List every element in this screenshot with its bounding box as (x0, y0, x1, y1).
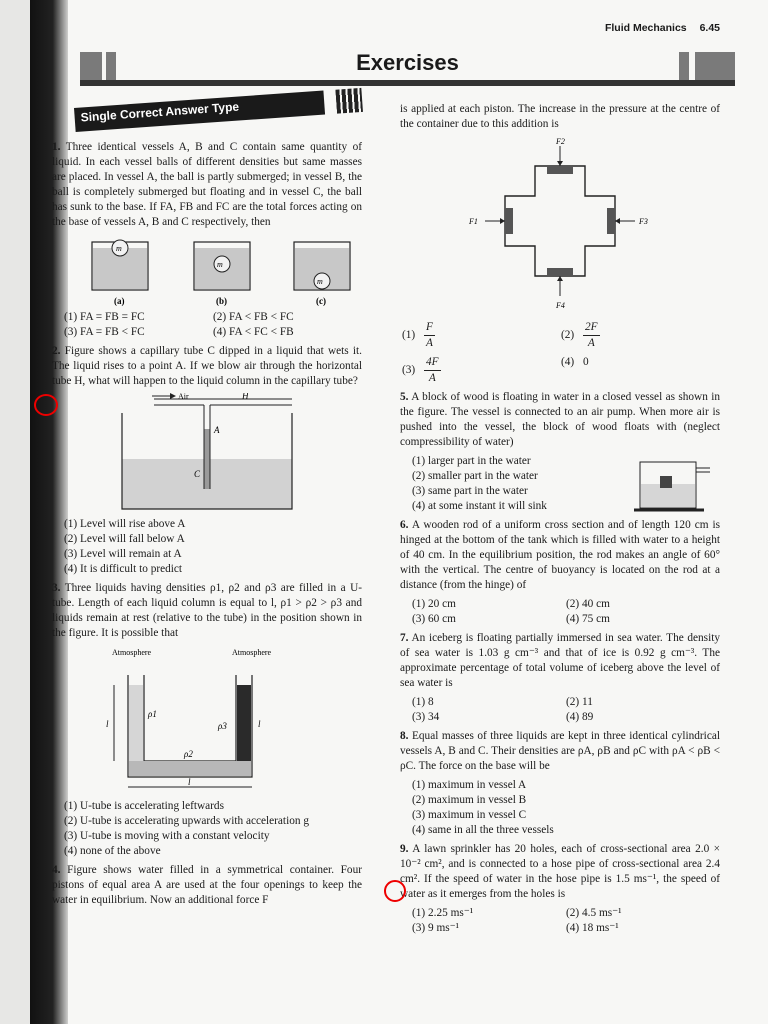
chapter-name: Fluid Mechanics (604, 22, 687, 34)
fig-label-b: (b) (216, 296, 227, 306)
q8-option-4[interactable]: (4) same in all the three vessels (412, 824, 554, 836)
ball-label-c: m (317, 277, 323, 286)
question-4-continued (400, 102, 720, 132)
air-label: Air (178, 393, 189, 401)
q1-option-2[interactable]: (2) FA < FB < FC (213, 311, 294, 323)
ball-label-a: m (116, 244, 122, 253)
q7-option-3[interactable]: (3) 34 (412, 711, 440, 723)
q8-option-1[interactable]: (1) maximum in vessel A (412, 779, 527, 791)
q1-option-4[interactable]: (4) FA < FC < FB (213, 326, 294, 338)
right-column (400, 102, 720, 940)
question-8-options (412, 778, 720, 838)
q5-option-2[interactable]: (2) smaller part in the water (412, 470, 538, 482)
a-label: A (214, 425, 220, 435)
section-label: Single Correct Answer Type (80, 99, 240, 125)
question-4: 4. Figure shows water filled in a symmetrical container. Four pistons of equal area A are used at the four openings to keep the water in equilibrium. Now an additional force F (52, 864, 362, 906)
question-5-body (400, 454, 720, 514)
question-2-options (64, 517, 362, 577)
question-3: 3. Three liquids having densities ρ1, ρ2 and ρ3 are filled in a U-tube. Length of each liquid column is equal to l, ρ1 > ρ2 > ρ3 and liquids remain at rest (relative to the tube) in the position shown in the figure. It is possible that (52, 582, 362, 639)
title-rule (80, 80, 735, 86)
f3-label: F3 (639, 217, 648, 226)
q4-option-4[interactable]: (4) 0 (561, 356, 589, 368)
q6-option-4[interactable]: (4) 75 cm (566, 613, 610, 625)
rho2-label: ρ2 (184, 749, 193, 759)
c-label: C (194, 469, 201, 479)
question-5-options (412, 454, 622, 514)
q7-option-4[interactable]: (4) 89 (566, 711, 594, 723)
question-9-options (412, 906, 720, 936)
question-3-text: Three liquids having densities ρ1, ρ2 and ρ3 are filled in a U-tube. Length of each liquid column is equal to l, ρ1 > ρ2 > ρ3 and liquids remain at rest (relative to the tube) in the position shown in the figure. It is possible that (52, 582, 362, 639)
question-5-text: A block of wood is floating in water in a closed vessel as shown in the figure. The vessel is connected to an air pump. When more air is pushed into the vessel, the block of wood floats with (neglect compressibility of water) (400, 391, 721, 448)
q8-option-2[interactable]: (2) maximum in vessel B (412, 794, 527, 806)
figure-q1-vessels (62, 234, 352, 306)
figure-q2-capillary (92, 393, 322, 513)
q2-option-4[interactable]: (4) It is difficult to predict (64, 563, 183, 575)
q3-option-4[interactable]: (4) none of the above (64, 845, 161, 857)
figure-q4-container (445, 136, 675, 316)
question-9-text: A lawn sprinkler has 20 holes, each of cross-sectional area 2.0 × 10⁻² cm², and is connected to a hose pipe of cross-sectional area 2.4 cm². If the speed of water in the hose pipe is 1.5 ms⁻¹, the speed of water as it emerges from the holes is (400, 843, 720, 900)
q9-option-1[interactable]: (1) 2.25 ms⁻¹ (412, 907, 474, 919)
q5-option-3[interactable]: (3) same part in the water (412, 485, 528, 497)
question-7: 7. An iceberg is floating partially immersed in sea water. The density of sea water is 1.03 g cm⁻³ and that of ice is 0.92 g cm⁻³. The approximate percentage of total volume of iceberg above the level of sea water is (400, 632, 721, 689)
q2-option-1[interactable]: (1) Level will rise above A (64, 518, 186, 530)
q7-option-1[interactable]: (1) 8 (412, 696, 434, 708)
q1-option-3[interactable]: (3) FA = FB < FC (64, 326, 145, 338)
section-bars (335, 88, 363, 114)
fig-label-a: (a) (114, 296, 125, 306)
question-1: 1. Three identical vessels A, B and C contain same quantity of liquid. In each vessel balls of different densities but same masses are placed. In vessel A, the ball is partly submerged; in vessel B, the ball is completely submerged but floating and in vessel C, the ball has sunk to the base. If FA, FB and FC are the total forces acting on the base of vessels A, B and C respectively, then (52, 141, 363, 228)
atm-right-label: Atmosphere (232, 648, 272, 657)
page-number: 6.45 (699, 22, 720, 34)
page-title: Exercises (80, 50, 735, 76)
question-1-text: Three identical vessels A, B and C contain same quantity of liquid. In each vessel balls of different densities but same masses are placed. In vessel A, the ball is partly submerged; in vessel B, the ball is completely submerged but floating and in vessel C, the ball has sunk to the base. If FA, FB and FC are the total forces acting on the base of vessels A, B and C respectively, then (52, 141, 363, 228)
q2-option-2[interactable]: (2) Level will fall below A (64, 533, 185, 545)
q9-option-2[interactable]: (2) 4.5 ms⁻¹ (566, 907, 622, 919)
q6-option-1[interactable]: (1) 20 cm (412, 598, 456, 610)
question-1-options (64, 310, 362, 340)
figure-q3-utube (92, 645, 322, 795)
rho3-label: ρ3 (218, 721, 227, 731)
section-header (74, 88, 365, 134)
l-label-right: l (258, 719, 261, 729)
question-3-options (64, 799, 362, 859)
q5-option-4[interactable]: (4) at some instant it will sink (412, 500, 547, 512)
question-5: 5. A block of wood is floating in water in a closed vessel as shown in the figure. The vessel is connected to an air pump. When more air is pushed into the vessel, the block of wood floats with (neglect compressibility of water) (400, 391, 721, 448)
q7-option-2[interactable]: (2) 11 (566, 696, 593, 708)
q6-option-3[interactable]: (3) 60 cm (412, 613, 456, 625)
q3-option-3[interactable]: (3) U-tube is moving with a constant velocity (64, 830, 270, 842)
q9-option-4[interactable]: (4) 18 ms⁻¹ (566, 922, 619, 934)
question-4-options (402, 320, 720, 386)
ball-label-b: m (217, 260, 223, 269)
f2-label: F2 (556, 137, 565, 146)
question-2-text: Figure shows a capillary tube C dipped in a liquid that wets it. The liquid rises to a point A. If we blow air through the horizontal tube H, what will happen to the liquid column in the capillary tube? (52, 345, 362, 387)
figure-q5-vessel (634, 454, 714, 514)
question-6-text: A wooden rod of a uniform cross section and of length 120 cm is hinged at the bottom of the tank which is filled with water to a height of 40 cm. In the equilibrium position, the rod makes an angle of 60° with the vertical. The centre of buoyancy is located on the rod at a distance (from the hinge) of (400, 519, 720, 591)
q8-option-3[interactable]: (3) maximum in vessel C (412, 809, 527, 821)
left-column (52, 140, 362, 912)
q9-option-3[interactable]: (3) 9 ms⁻¹ (412, 922, 460, 934)
q5-option-1[interactable]: (1) larger part in the water (412, 455, 531, 467)
title-bar (80, 50, 735, 90)
rho1-label: ρ1 (148, 709, 157, 719)
q3-option-1[interactable]: (1) U-tube is accelerating leftwards (64, 800, 224, 812)
running-head (605, 22, 720, 34)
atm-left-label: Atmosphere (112, 648, 152, 657)
pen-circle-q9 (384, 880, 406, 902)
l-label-bottom: l (188, 777, 191, 787)
q1-option-1[interactable]: (1) FA = FB = FC (64, 311, 145, 323)
question-7-options (412, 695, 720, 725)
q4-option-1[interactable]: (1) $\frac{F}{A}$ (402, 321, 433, 349)
q4-option-2[interactable]: (2) $\frac{2F}{A}$ (561, 321, 598, 349)
question-2: 2. Figure shows a capillary tube C dipped in a liquid that wets it. The liquid rises to a point A. If we blow air through the horizontal tube H, what will happen to the liquid column in the capillary tube? (52, 345, 362, 387)
q3-option-2[interactable]: (2) U-tube is accelerating upwards with acceleration g (64, 815, 309, 827)
question-8: 8. Equal masses of three liquids are kept in three identical cylindrical vessels A, B and C. Their densities are ρA, ρB and ρC with ρA < ρB < ρC. The force on the base will be (400, 730, 720, 772)
fig-label-c: (c) (316, 296, 326, 306)
f1-label: F1 (469, 217, 478, 226)
q4-option-3[interactable]: (3) $\frac{4F}{A}$ (402, 356, 439, 384)
question-6: 6. A wooden rod of a uniform cross section and of length 120 cm is hinged at the bottom of the tank which is filled with water to a height of 40 cm. In the equilibrium position, the rod makes an angle of 60° with the vertical. The centre of buoyancy is located on the rod at a distance (from the hinge) of (400, 519, 720, 591)
question-4-text-cont: is applied at each piston. The increase in the pressure at the centre of the container due to this addition is (400, 103, 720, 130)
l-label-left: l (106, 719, 109, 729)
question-9: 9. A lawn sprinkler has 20 holes, each of cross-sectional area 2.0 × 10⁻² cm², and is connected to a hose pipe of cross-sectional area 2.4 cm². If the speed of water in the hose pipe is 1.5 ms⁻¹, the speed of water as it emerges from the holes is (400, 843, 720, 900)
f4-label: F4 (556, 301, 565, 310)
q6-option-2[interactable]: (2) 40 cm (566, 598, 610, 610)
q2-option-3[interactable]: (3) Level will remain at A (64, 548, 182, 560)
question-8-text: Equal masses of three liquids are kept in three identical cylindrical vessels A, B and C. Their densities are ρA, ρB and ρC with ρA < ρB < ρC. The force on the base will be (400, 730, 720, 772)
h-label: H (242, 393, 249, 401)
question-7-text: An iceberg is floating partially immersed in sea water. The density of sea water is 1.03 g cm⁻³ and that of ice is 0.92 g cm⁻³. The approximate percentage of total volume of iceberg above the level of sea water is (400, 632, 721, 689)
question-4-text: Figure shows water filled in a symmetrical container. Four pistons of equal area A are used at the four openings to keep the water in equilibrium. Now an additional force F (52, 864, 362, 906)
pen-circle-q2 (34, 394, 58, 416)
question-6-options (412, 597, 720, 627)
